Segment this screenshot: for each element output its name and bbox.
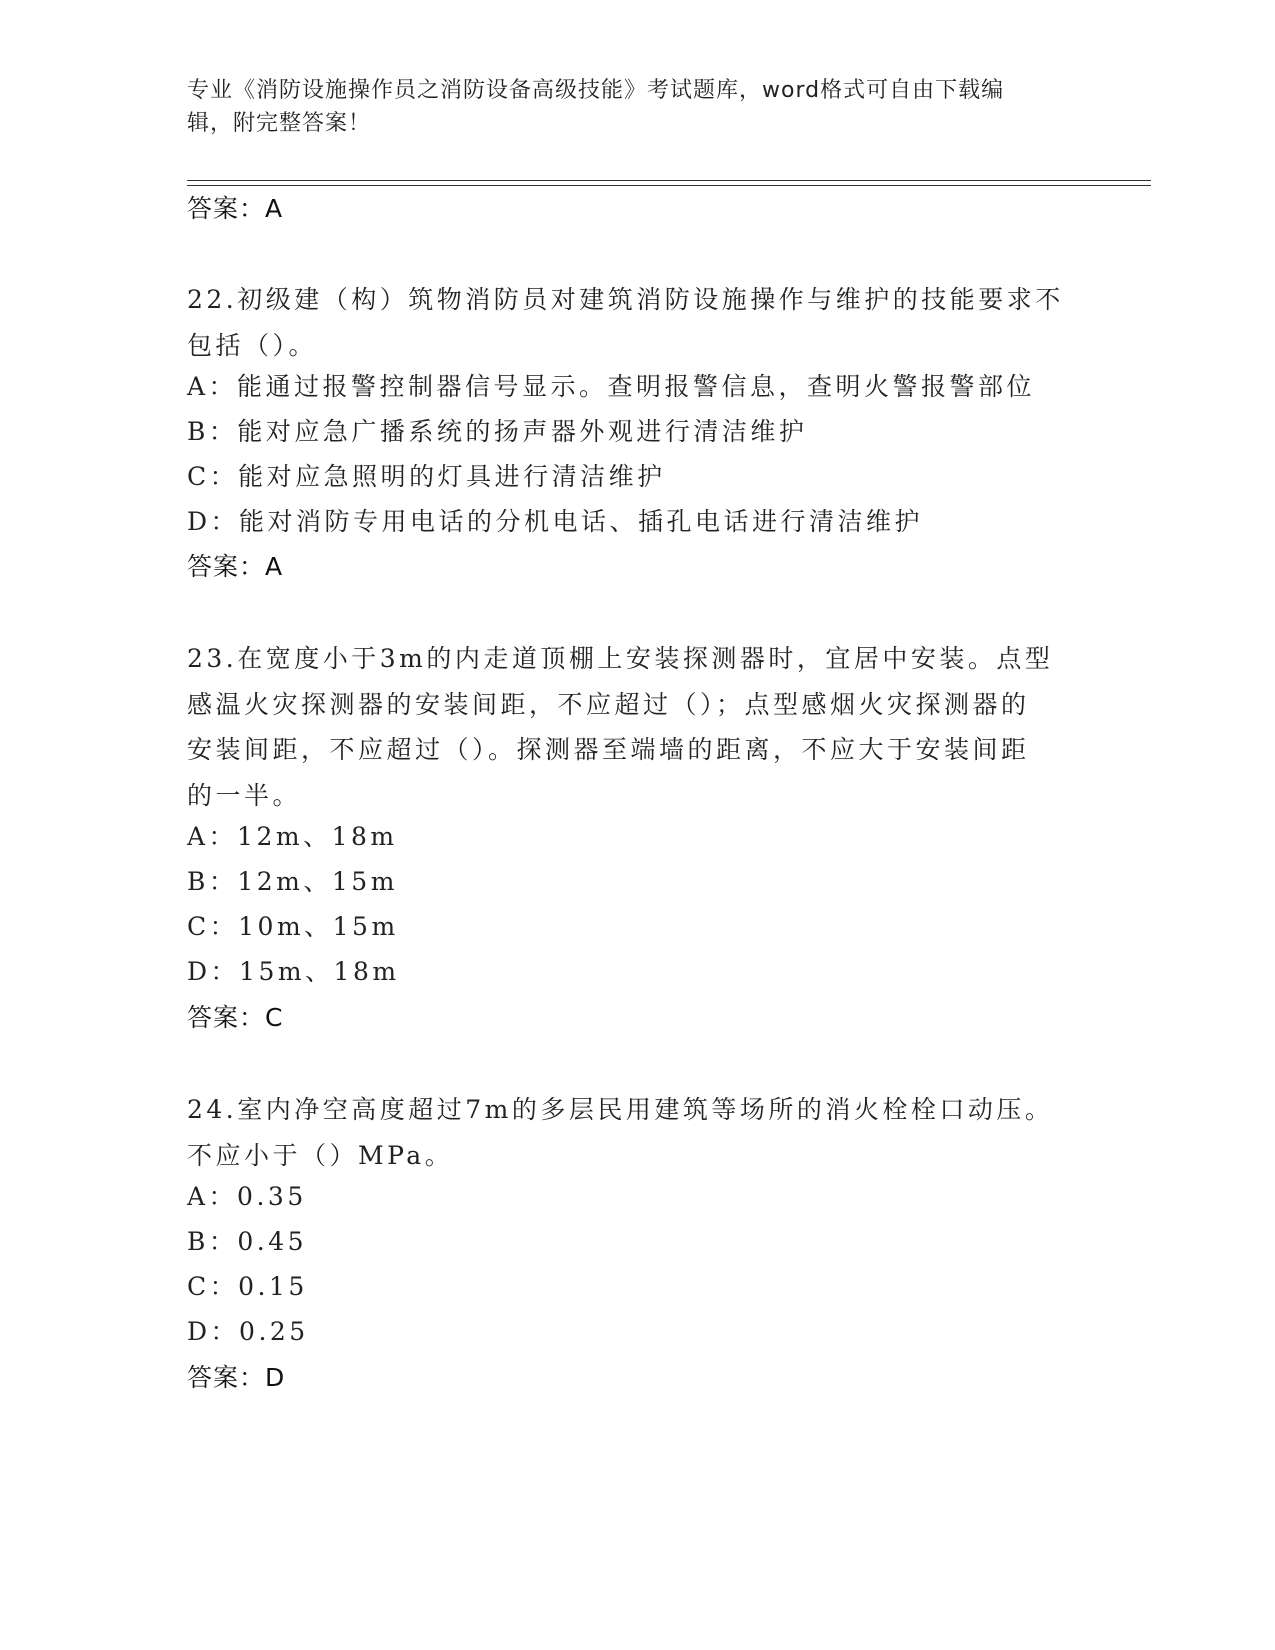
question-23-stem: [187, 636, 1067, 818]
question-stem-line: 感温火灾探测器的安装间距，不应超过（）；点型感烟火灾探测器的: [187, 689, 1030, 719]
question-23-option-a: A：12m、18m: [187, 822, 398, 851]
question-23-option-d: D：15m、18m: [187, 957, 400, 986]
question-22-option-c: C：能对应急照明的灯具进行清洁维护: [187, 462, 666, 491]
header-line-2: 辑，附完整答案！: [187, 111, 372, 136]
question-stem-line: 不应小于（）MPa。: [187, 1140, 454, 1170]
question-22-option-d: D：能对消防专用电话的分机电话、插孔电话进行清洁维护: [187, 507, 924, 536]
question-24-answer: 答案：D: [187, 1363, 286, 1392]
question-23-option-c: C：10m、15m: [187, 912, 399, 941]
question-24-option-b: B：0.45: [187, 1227, 308, 1256]
question-stem-line: 的一半。: [187, 780, 302, 810]
document-header: [187, 74, 1067, 140]
question-stem-line: 包括（）。: [187, 330, 318, 360]
question-stem-line: 23.在宽度小于3m的内走道顶棚上安装探测器时，宜居中安装。点型: [187, 644, 1054, 673]
question-24-stem: [187, 1087, 1067, 1178]
question-24-option-d: D：0.25: [187, 1317, 309, 1346]
question-stem-line: 22.初级建（构）筑物消防员对建筑消防设施操作与维护的技能要求不: [187, 285, 1064, 314]
question-stem-line: 24.室内净空高度超过7m的多层民用建筑等场所的消火栓栓口动压。: [187, 1095, 1054, 1124]
question-24-option-c: C：0.15: [187, 1272, 308, 1301]
question-23-option-b: B：12m、15m: [187, 867, 398, 896]
question-stem-line: 安装间距，不应超过（）。探测器至端墙的距离，不应大于安装间距: [187, 735, 1030, 764]
header-line-1: 专业《消防设施操作员之消防设备高级技能》考试题库，word格式可自由下载编: [187, 78, 1005, 103]
question-22-stem: [187, 277, 1067, 368]
question-22-answer: 答案：A: [187, 552, 284, 581]
question-22-option-b: B：能对应急广播系统的扬声器外观进行清洁维护: [187, 417, 808, 446]
previous-question-answer: 答案：A: [187, 194, 284, 223]
header-divider-bottom: [187, 185, 1151, 186]
question-23-answer: 答案：C: [187, 1003, 284, 1032]
header-divider-top: [187, 180, 1151, 181]
question-22-option-a: A：能通过报警控制器信号显示。查明报警信息，查明火警报警部位: [187, 372, 1036, 401]
question-24-option-a: A：0.35: [187, 1182, 307, 1211]
